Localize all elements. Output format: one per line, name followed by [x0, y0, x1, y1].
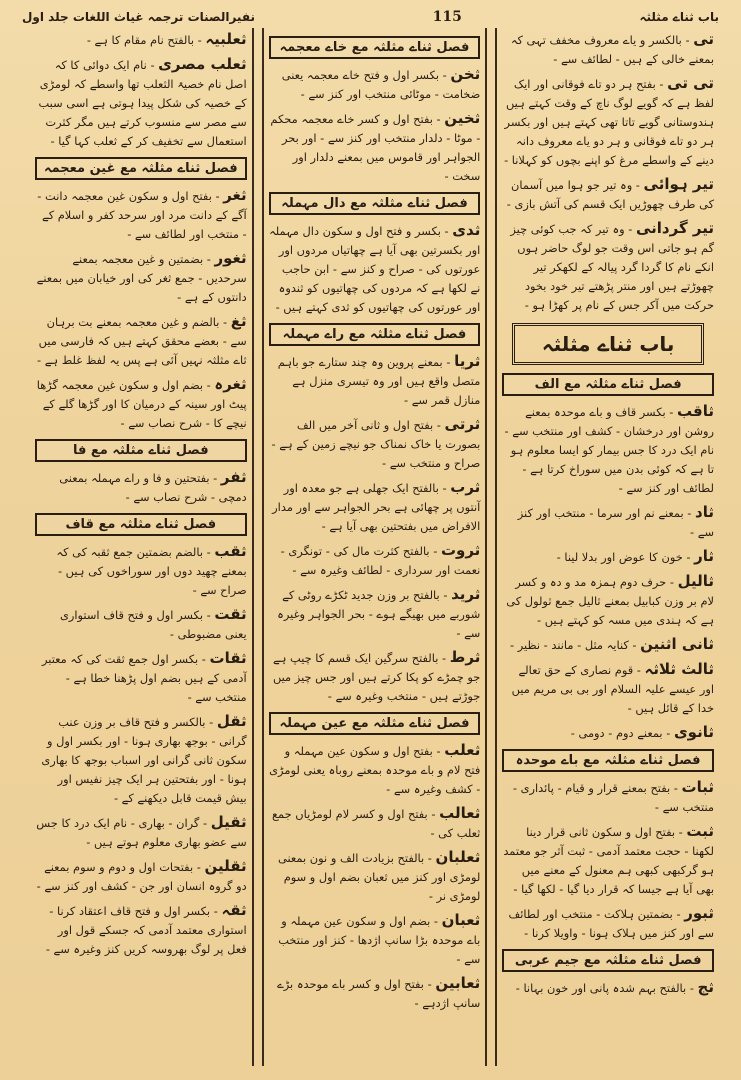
headword: ثانوی	[673, 723, 714, 741]
dictionary-entry	[269, 221, 481, 317]
section-heading: فصل ثناے مثلثہ مع خاے معجمہ	[269, 36, 481, 59]
headword: ثالث ثلاثہ	[644, 660, 714, 678]
headword: ثج	[697, 978, 714, 996]
headword: ثالیل	[677, 572, 714, 590]
dictionary-entry	[269, 585, 481, 643]
headword: ثقل	[216, 712, 247, 730]
section-heading: فصل ثناے مثلثہ مع فا	[35, 439, 247, 462]
headword: ثاقب	[677, 402, 714, 420]
definition: - بفتح اول و کسر لام لومڑیاں جمع ثعلب کی -	[271, 807, 481, 840]
headword: ثعابین	[435, 974, 481, 992]
headword: ثرتی	[444, 415, 481, 433]
dictionary-entry	[502, 660, 714, 718]
definition: - وہ تیر کہ جب کوئی چیز گم ہو جاتی اس وقت جو لوگ حاضر ہوں انکے نام کا گردا گرد پیالہ کے لکھکر تیر چھوڑتے ہیں اور منتر پڑھتے تیر خود بخود حرکت میں آکر جس کے نام پر کھڑا ہو -	[510, 222, 714, 312]
dictionary-entry	[502, 904, 714, 943]
dictionary-entry	[35, 813, 247, 852]
section-heading: فصل ثناے مثلثہ مع قاف	[35, 513, 247, 536]
definition: - بالفتح نام مقام کا ہے -	[86, 33, 206, 47]
dictionary-entry	[269, 741, 481, 799]
definition: - بالفتح بر وزن جدید ٹکڑے روٹی کے شوربے میں بھیگے ہوے - بحر الجواہر وغیرہ سے -	[277, 588, 481, 640]
definition: - بکسر اول و فتح قاف اعتقاد کرنا - استواری معتمد آدمی کہ جسکے قول اور فعل پر لوگ بھروسہ کریں کنز وغیرہ سے -	[45, 904, 247, 956]
definition: - گران - بھاری - نام ایک درد کا جس سے عضو بھاری معلوم ہوتے ہیں -	[36, 816, 247, 849]
headword: ثقہ	[221, 901, 247, 919]
definition: - بفتح اول و ثانی آخر میں الف بصورت یا خاک نمناک جو نیچے زمین کے ہے - صراح و منتخب سے -	[271, 418, 481, 470]
definition: - وہ تیر جو ہوا میں آسمان کی طرف چھوڑیں ایک قسم کی آتش بازی -	[506, 178, 714, 211]
headword: ثار	[694, 547, 714, 565]
dictionary-entry	[269, 541, 481, 580]
dictionary-entry	[269, 911, 481, 969]
section-heading: فصل ثناے مثلثہ مع غین معجمہ	[35, 157, 247, 180]
headword: تیر گردانی	[635, 219, 714, 237]
definition: - بضم اول و سکون غین معجمہ گڑھا پیٹ اور سینہ کے درمیان کا اور گڑھا گلے کے نیچے کا - شرح نصاب سے -	[36, 378, 247, 430]
headword: ثقلین	[204, 857, 247, 875]
definition: - بالضم بضمتین جمع ثقبہ کی کہ بمعنے چھید دوں اور سوراخوں کی ہیں - صراح سے -	[56, 545, 247, 597]
definition: - بالفتح سرگین ایک قسم کا چیپ ہے جو چمڑے کو پکا کرتے ہیں اور جس چیز میں جوڑتے ہیں - منتخب وغیرہ سے -	[272, 651, 481, 703]
headword: تی	[693, 30, 714, 48]
dictionary-entry	[35, 375, 247, 433]
definition: - بفتح اول و سکون ثانی قرار دینا لکھنا - حجت معتمد آدمی - ثبت آثر جو معتمد ہو گرکبھی کبھی ہم معنول کے معنے میں بھی آیا ہے جیسا کہ قرار دیا گیا - لکھا گیا -	[503, 825, 714, 896]
dictionary-entry	[502, 822, 714, 899]
dictionary-entry	[35, 249, 247, 307]
dictionary-entry	[502, 978, 714, 998]
dictionary-entry	[269, 109, 481, 186]
definition: - بکسر و فتح اول و سکون دال مہملہ اور بکسرتین بھی آیا ہے چھاتیاں مردوں اور عورتوں کی - صراح و کنز سے - ابن حاجب نے لکھا ہے کہ مردوں کی چھاتیوں کو ثندوہ اور عورتوں کی چھاتیوں کو ثدی کہتے ہیں -	[269, 224, 481, 314]
header-book-title: نفیرالصنات ترجمہ غیاث اللغات جلد اول	[22, 10, 255, 24]
definition: - بالفتح بزیادت الف و نون بمعنی لومڑی اور کنز میں ثعبان بضم اول و سوم لومڑی نر -	[278, 851, 481, 903]
headword: ثغر	[223, 186, 247, 204]
headword: ثقات	[209, 649, 247, 667]
definition: - بکسر اول و فتح خاے معجمہ یعنی ضخامت - موٹائی منتخب اور کنز سے -	[281, 68, 481, 101]
headword: ثخن	[450, 65, 481, 83]
definition: - بفتح اول و سکون غین معجمہ دانت - آگے کے دانت مرد اور سرحد کفر و اسلام کے - منتخب اور لطائف سے -	[37, 189, 247, 241]
col-left	[30, 28, 254, 1066]
headword: ثعبان	[441, 911, 481, 929]
headword: ثعلب	[444, 741, 481, 759]
definition: - بفتحتین و فا و راے مہملہ بمعنی دمچی - شرح نصاب سے -	[59, 471, 247, 504]
section-heading: فصل ثناے مثلثہ مع عین مہملہ	[269, 712, 481, 735]
headword: ثعلبان	[435, 848, 481, 866]
dictionary-entry	[35, 649, 247, 707]
dictionary-entry	[269, 804, 481, 843]
dictionary-entry	[502, 503, 714, 542]
headword: ثریا	[454, 352, 481, 370]
page-number: 115	[432, 9, 462, 25]
headword: ثاد	[695, 503, 714, 521]
definition: - بضمتین ہلاکت - منتخب اور لطائف سے اور کنز میں ہلاک ہونا - واویلا کرنا -	[508, 907, 714, 940]
headword: ثغرہ	[214, 375, 247, 393]
definition: - بفتح بمعنے قرار و قیام - پائداری - منتخب سے -	[512, 781, 714, 814]
definition: - بالفتح بہم شدہ پانی اور خون بہانا -	[515, 981, 698, 995]
headword: ثدی	[452, 221, 481, 239]
dictionary-entry	[35, 712, 247, 808]
section-heading: فصل ثناے مثلثہ مع راے مہملہ	[269, 323, 481, 346]
definition: - خون کا عوض اور بدلا لینا -	[556, 550, 695, 564]
dictionary-entry	[502, 635, 714, 655]
dictionary-entry	[502, 723, 714, 743]
chapter-heading: باب ثناے مثلثہ	[512, 323, 704, 365]
definition: - بضم اول و سکون عین مہملہ و باے موحدہ بڑا سانپ اژدھا - کنز اور منتخب سے -	[278, 914, 481, 966]
dictionary-entry	[502, 547, 714, 567]
dictionary-entry	[502, 175, 714, 214]
headword: ثعلب مصری	[158, 55, 247, 73]
dictionary-entry	[502, 74, 714, 170]
headword: تیر ہوائی	[643, 175, 714, 193]
headword: ثرید	[451, 585, 481, 603]
dictionary-entry	[35, 857, 247, 896]
dictionary-entry	[269, 648, 481, 706]
headword: ثقیل	[210, 813, 247, 831]
dictionary-entry	[269, 848, 481, 906]
headword: ثفر	[220, 468, 247, 486]
section-heading: فصل ثناے مثلثہ مع دال مہملہ	[269, 192, 481, 215]
headword: تی تی	[667, 74, 714, 92]
dictionary-entry	[35, 55, 247, 151]
headword: ثرط	[449, 648, 481, 666]
definition: - بالفتح ایک جھلی ہے جو معدہ اور آنتوں پر چھائی ہے بحر الجواہر سے اور مدار الافراض میں بفتحتین بھی آیا ہے -	[272, 481, 481, 533]
definition: - نام ایک دوائی کا کہ اصل نام خصیۃ الثعلب تھا واسطے کہ لومڑی کے خصیہ کی شکل پیدا ہوتی ہے اسی سبب سے مصر سے منسوب کرتے ہیں مگر کثرت استعمال سے تخفیف کر کے ثعلب کہا گیا -	[38, 58, 247, 148]
definition: - بفتح اول و کسر خاے معجمہ محکم - موٹا - دلدار منتخب اور کنز سے - اور بحر الجواہر اور قاموس میں بمعنے دلدار اور سخت -	[270, 112, 481, 183]
dictionary-entry	[502, 778, 714, 817]
dictionary-entry	[502, 30, 714, 69]
headword: ثقب	[214, 542, 247, 560]
dictionary-entry	[35, 468, 247, 507]
definition: - بکسر اول و فتح قاف استواری یعنی مضبوطی -	[59, 608, 247, 641]
definition: - حرف دوم ہمزہ مد و دہ و کسر لام بر وزن کبابیل بمعنے ثالیل جمع ثولول کی ہے کہ ہندی میں مسہ کو کہتے ہیں -	[506, 575, 714, 627]
definition: - بالکسر و یاے معروف مخفف تہی کہ بمعنے خالی کے ہیں - لطائف سے -	[510, 33, 714, 66]
dictionary-entry	[502, 572, 714, 630]
page-header	[22, 6, 719, 28]
dictionary-entry	[35, 312, 247, 370]
definition: - بالکسر و فتح قاف بر وزن عنب گرانی - بوجھ بھاری ہونا - اور بکسر اول و سکون ثانی گرانی اور اسباب بوجھ کا بھاری ہونا - اور بفتحتین ہر ایک چیز نفیس اور بیش قیمت قابل دیکھنے کے -	[41, 715, 247, 805]
definition: - بمعنے نم اور سرما - منتخب اور کنز سے -	[517, 506, 714, 539]
definition: - بالفتح کثرت مال کی - تونگری - نعمت اور سرداری - لطائف وغیرہ سے -	[280, 544, 481, 577]
definition: - بکسر اول جمع ثقت کی کہ معتبر آدمی کے ہیں بضم اول پڑھنا خطا ہے - منتخب سے -	[42, 652, 247, 704]
definition: - بفتح اول و سکون عین مہملہ و فتح لام و باے موحدہ بمعنے روباہ یعنی لومڑی - کشف وغیرہ سے -	[269, 744, 481, 796]
headword: ثرب	[450, 478, 481, 496]
col-middle	[262, 28, 488, 1066]
headword: ثعالب	[439, 804, 481, 822]
headword: ثغور	[214, 249, 247, 267]
section-heading: فصل ثناے مثلثہ مع جیم عربی	[502, 949, 714, 972]
dictionary-entry	[269, 65, 481, 104]
definition: - بکسر قاف و باے موحدہ بمعنے روشن اور درخشان - کشف اور منتخب سے - نام ایک درد کا جس بیمار کو ایسا معلوم ہو تا ہے کہ کوئی بدن میں سوراخ کرتا ہے - لطائف اور کنز سے -	[504, 405, 714, 495]
headword: ثبور	[684, 904, 714, 922]
definition: - بالضم و غین معجمہ بمعنے بت برہان سے - بعضے محقق کہتے ہیں کہ فارسی میں ثاے مثلثہ نہیں آئی ہے پس یہ لفظ غلط ہے -	[37, 315, 247, 367]
col-right	[495, 28, 719, 1066]
dictionary-entry	[269, 415, 481, 473]
header-chapter-title: باب ثناے مثلثہ	[639, 10, 719, 24]
headword: ثغ	[230, 312, 247, 330]
dictionary-entry	[35, 605, 247, 644]
dictionary-entry	[35, 542, 247, 600]
definition: - کنایہ مثل - مانند - نظیر -	[510, 638, 641, 652]
definition: - بفتح اول و کسر باے موحدہ بڑے سانپ اژدہے -	[277, 977, 481, 1010]
dictionary-entry	[269, 478, 481, 536]
headword: ثقت	[214, 605, 247, 623]
section-heading: فصل ثناے مثلثہ مع الف	[502, 373, 714, 396]
headword: ثبات	[681, 778, 714, 796]
dictionary-entry	[502, 402, 714, 498]
dictionary-entry	[502, 219, 714, 315]
definition: - قوم نصاری کے حق تعالے اور عیسے علیہ السلام اور بی بی مریم میں خدا کے قائل ہیں -	[511, 663, 714, 715]
dictionary-entry	[269, 352, 481, 410]
definition: - بمعنے پروین وہ چند ستارے جو باہم متصل واقع ہیں اور وہ تیسری منزل ہے منازل قمر سے -	[277, 355, 481, 407]
definition: - بفتحات اول و دوم و سوم بمعنے دو گروہ انسان اور جن - کشف اور کنز سے -	[36, 860, 247, 893]
definition: - بفتح ہر دو تاے فوقانی اور ایک لفظ ہے کہ گویے لوگ ناچ کے وقت کہتے ہیں ہندوستانی گویے تاتا تھی کہتے ہیں اور بکسر ہر دو تاے فوقانی و ہر دو یاے معروف دانہ دینے کے واسطے مرغ کو اپنے بچوں کو کہلانا -	[504, 77, 714, 167]
headword: ثانی اثنین	[640, 635, 714, 653]
definition: - بضمتین و غین معجمہ بمعنے سرحدیں - جمع ثغر کی اور خیابان میں بمعنے دانتوں کے ہے -	[36, 252, 247, 304]
dictionary-entry	[35, 186, 247, 244]
dictionary-entry	[35, 30, 247, 50]
dictionary-entry	[269, 974, 481, 1013]
dictionary-entry	[35, 901, 247, 959]
section-heading: فصل ثناے مثلثہ مع باے موحدہ	[502, 749, 714, 772]
headword: ثروت	[440, 541, 481, 559]
definition: - بمعنے دوم - دومی -	[570, 726, 674, 740]
text-columns	[30, 28, 719, 1066]
headword: ثبت	[686, 822, 714, 840]
headword: ثخین	[444, 109, 481, 127]
headword: ثعلبیہ	[205, 30, 247, 48]
